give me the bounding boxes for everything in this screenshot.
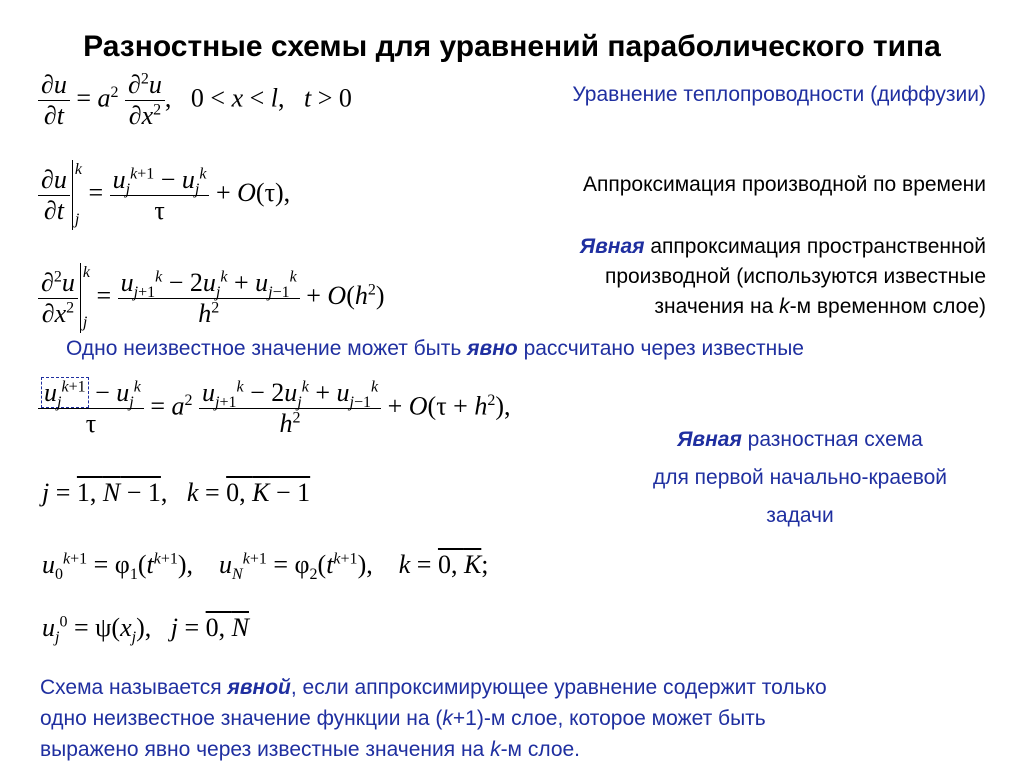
explicit-scheme-label: Явная разностная схема для первой начально-краевой задачи (652, 428, 948, 527)
index-ranges: j = 1, N − 1, k = 0, K − 1 (42, 478, 311, 507)
unknown-value-highlight: $u_j^{k+1}$ (41, 377, 89, 408)
time-derivative-label: Аппроксимация производной по времени (582, 173, 986, 196)
space-derivative-label: Явная аппроксимация пространственной производной (используются известные значения на k-м временном слое) (579, 235, 986, 318)
page-title: Разностные схемы для уравнений параболического типа (83, 30, 941, 63)
definition-paragraph: Схема называется явной, если аппроксимирующее уравнение содержит только одно неизвестное значение функции на (k+1)-м слое, которое может быть выражено явно через известные значения на k-м слое. (40, 676, 827, 761)
explicit-scheme-equation: $\frac{u_j^{k+1} - u_j^k}{\tau}$ = $a^2$ $\frac{u_{j+1}^k - 2u_j^k + u_{j-1}^k}{h^2}$ + $O(\tau + h^2)$, (38, 378, 511, 439)
explicit-word: Явная (579, 235, 645, 258)
initial-condition: $u_j^0 = \psi(x_j)$, j = 0, N (42, 613, 249, 647)
one-unknown-note: Одно неизвестное значение может быть явно рассчитано через известные (66, 337, 804, 360)
heat-equation-label: Уравнение теплопроводности (диффузии) (572, 83, 986, 106)
space-derivative-approximation: $\frac{\partial^2u}{\partial x^2}$ k j = $\frac{u_{j+1}^k - 2u_j^k + u_{j-1}^k}{h^2}$ + $O(h^2)$ (38, 248, 385, 348)
time-derivative-approximation: $\frac{\partial u}{\partial t}$ k j = $\frac{u_j^{k+1} - u_j^k}{\tau}$ + O(τ), (38, 145, 290, 245)
heat-equation: $\frac{\partial u}{\partial t}$ = $a^2$ $\frac{\partial^2u}{\partial x^2}$ , 0 < x < l, t > 0 (38, 70, 352, 131)
boundary-conditions: $u_0^{k+1} = \varphi_1(t^{k+1})$, $u_N^{k+1} = \varphi_2(t^{k+1})$, k = 0, K; (42, 550, 489, 584)
